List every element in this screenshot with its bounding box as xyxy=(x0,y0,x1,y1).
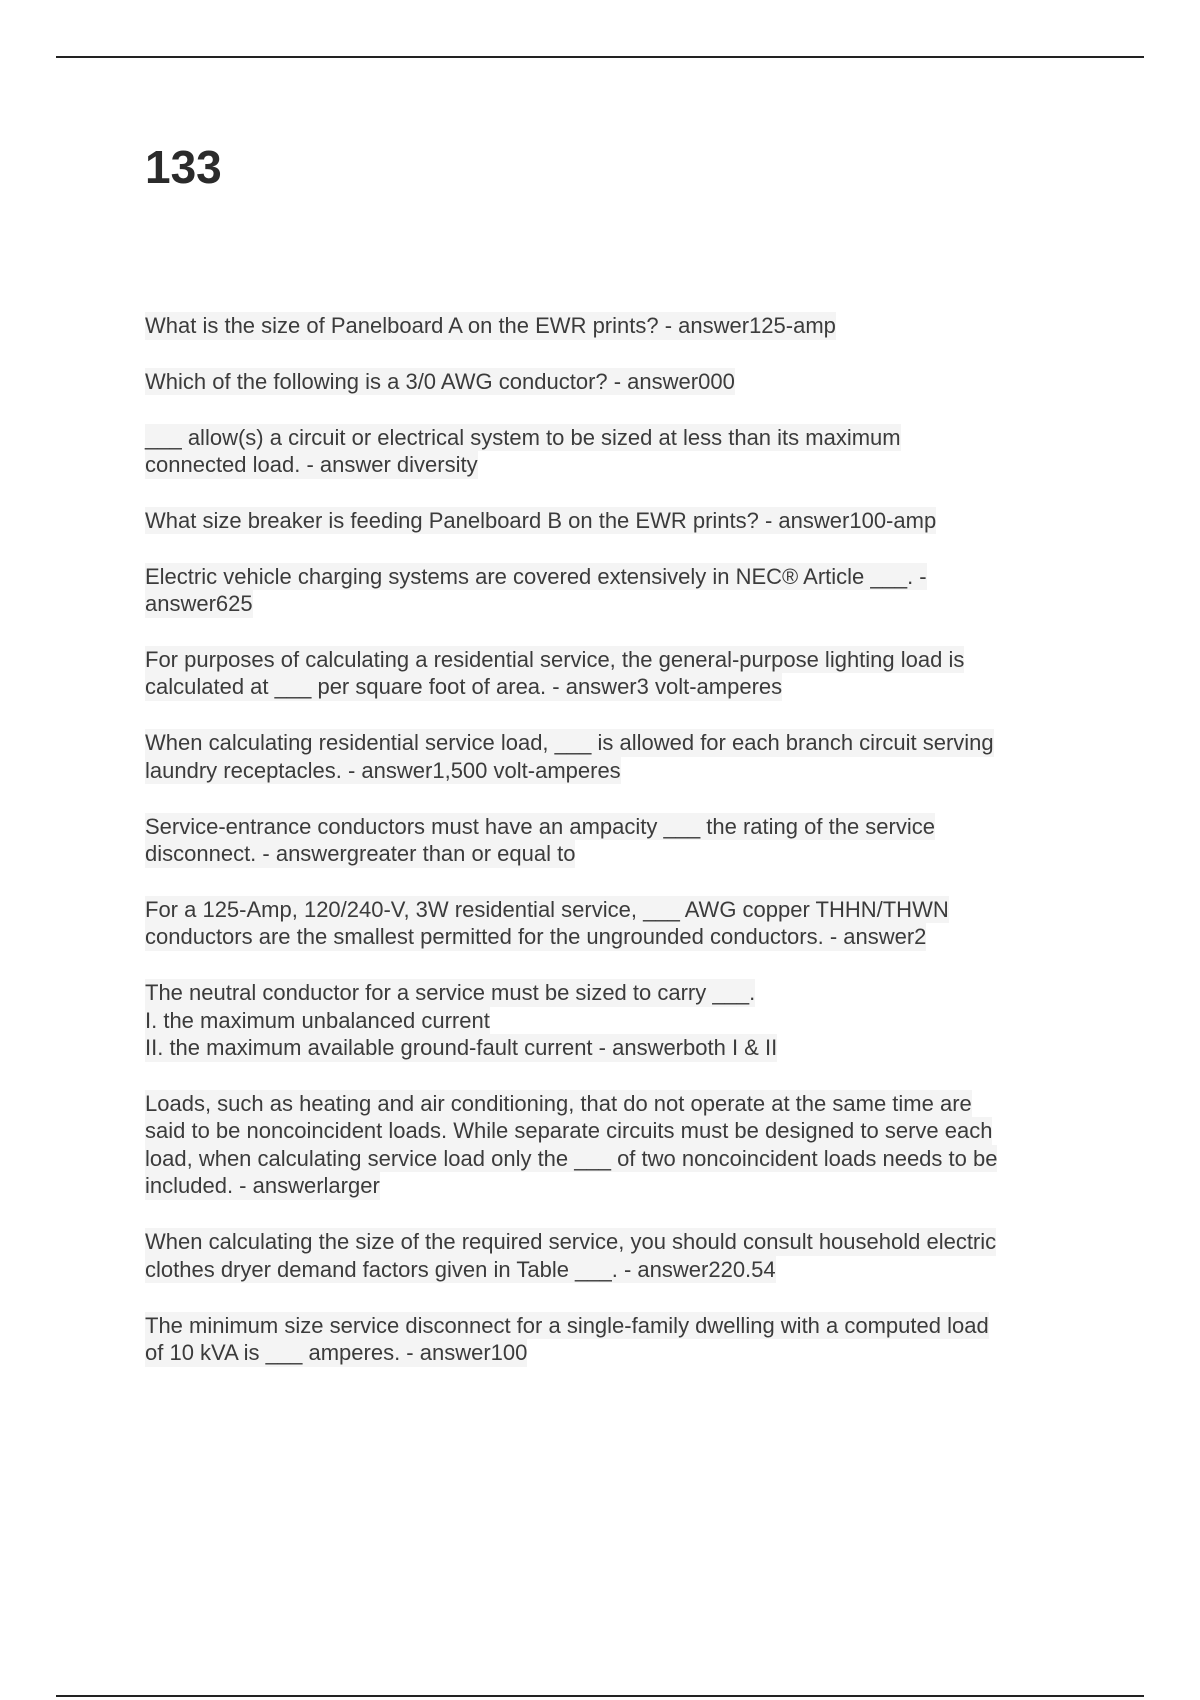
qa-item xyxy=(145,896,1085,951)
qa-item xyxy=(145,1312,1085,1367)
qa-line: Which of the following is a 3/0 AWG conductor? - answer000 xyxy=(145,368,735,394)
qa-line: II. the maximum available ground-fault current - answerboth I & II xyxy=(145,1035,778,1061)
qa-line: I. the maximum unbalanced current xyxy=(145,1007,490,1033)
qa-line: load, when calculating service load only the ___ of two noncoincident loads needs to be xyxy=(145,1145,998,1171)
question-answer-list xyxy=(145,312,1085,1395)
qa-line: ___ allow(s) a circuit or electrical system to be sized at less than its maximum xyxy=(145,424,901,450)
qa-item xyxy=(145,729,1085,784)
qa-line: calculated at ___ per square foot of area. - answer3 volt-amperes xyxy=(145,674,783,700)
qa-line: What size breaker is feeding Panelboard B on the EWR prints? - answer100-amp xyxy=(145,507,937,533)
qa-item xyxy=(145,1090,1085,1200)
qa-line: disconnect. - answergreater than or equal to xyxy=(145,841,576,867)
qa-item xyxy=(145,813,1085,868)
qa-line: For purposes of calculating a residential service, the general-purpose lighting load is xyxy=(145,646,965,672)
qa-line: included. - answerlarger xyxy=(145,1173,380,1199)
qa-line: The neutral conductor for a service must be sized to carry ___. xyxy=(145,980,756,1006)
qa-line: clothes dryer demand factors given in Table ___. - answer220.54 xyxy=(145,1256,776,1282)
qa-line: answer625 xyxy=(145,591,253,617)
qa-item xyxy=(145,507,1085,535)
qa-item xyxy=(145,563,1085,618)
qa-line: What is the size of Panelboard A on the EWR prints? - answer125-amp xyxy=(145,313,836,338)
qa-line: Electric vehicle charging systems are covered extensively in NEC® Article ___. - xyxy=(145,563,927,589)
qa-line: conductors are the smallest permitted for the ungrounded conductors. - answer2 xyxy=(145,924,927,950)
qa-item xyxy=(145,979,1085,1062)
qa-line: When calculating residential service load, ___ is allowed for each branch circuit serving xyxy=(145,730,994,756)
qa-line: Loads, such as heating and air conditioning, that do not operate at the same time are xyxy=(145,1090,972,1116)
bottom-divider xyxy=(56,1695,1144,1697)
qa-item xyxy=(145,424,1085,479)
qa-line: Service-entrance conductors must have an ampacity ___ the rating of the service xyxy=(145,813,935,839)
qa-line: laundry receptacles. - answer1,500 volt-amperes xyxy=(145,757,621,783)
qa-item xyxy=(145,646,1085,701)
qa-line: When calculating the size of the required service, you should consult household electric xyxy=(145,1229,997,1255)
qa-line: of 10 kVA is ___ amperes. - answer100 xyxy=(145,1340,528,1366)
qa-line: said to be noncoincident loads. While separate circuits must be designed to serve each xyxy=(145,1118,993,1144)
qa-line: For a 125-Amp, 120/240-V, 3W residential service, ___ AWG copper THHN/THWN xyxy=(145,896,949,922)
qa-line: The minimum size service disconnect for a single-family dwelling with a computed load xyxy=(145,1312,989,1338)
top-divider xyxy=(56,56,1144,58)
qa-item xyxy=(145,312,1085,340)
qa-item xyxy=(145,1228,1085,1283)
page-number: 133 xyxy=(145,141,222,193)
qa-line: connected load. - answer diversity xyxy=(145,452,478,478)
qa-item xyxy=(145,368,1085,396)
